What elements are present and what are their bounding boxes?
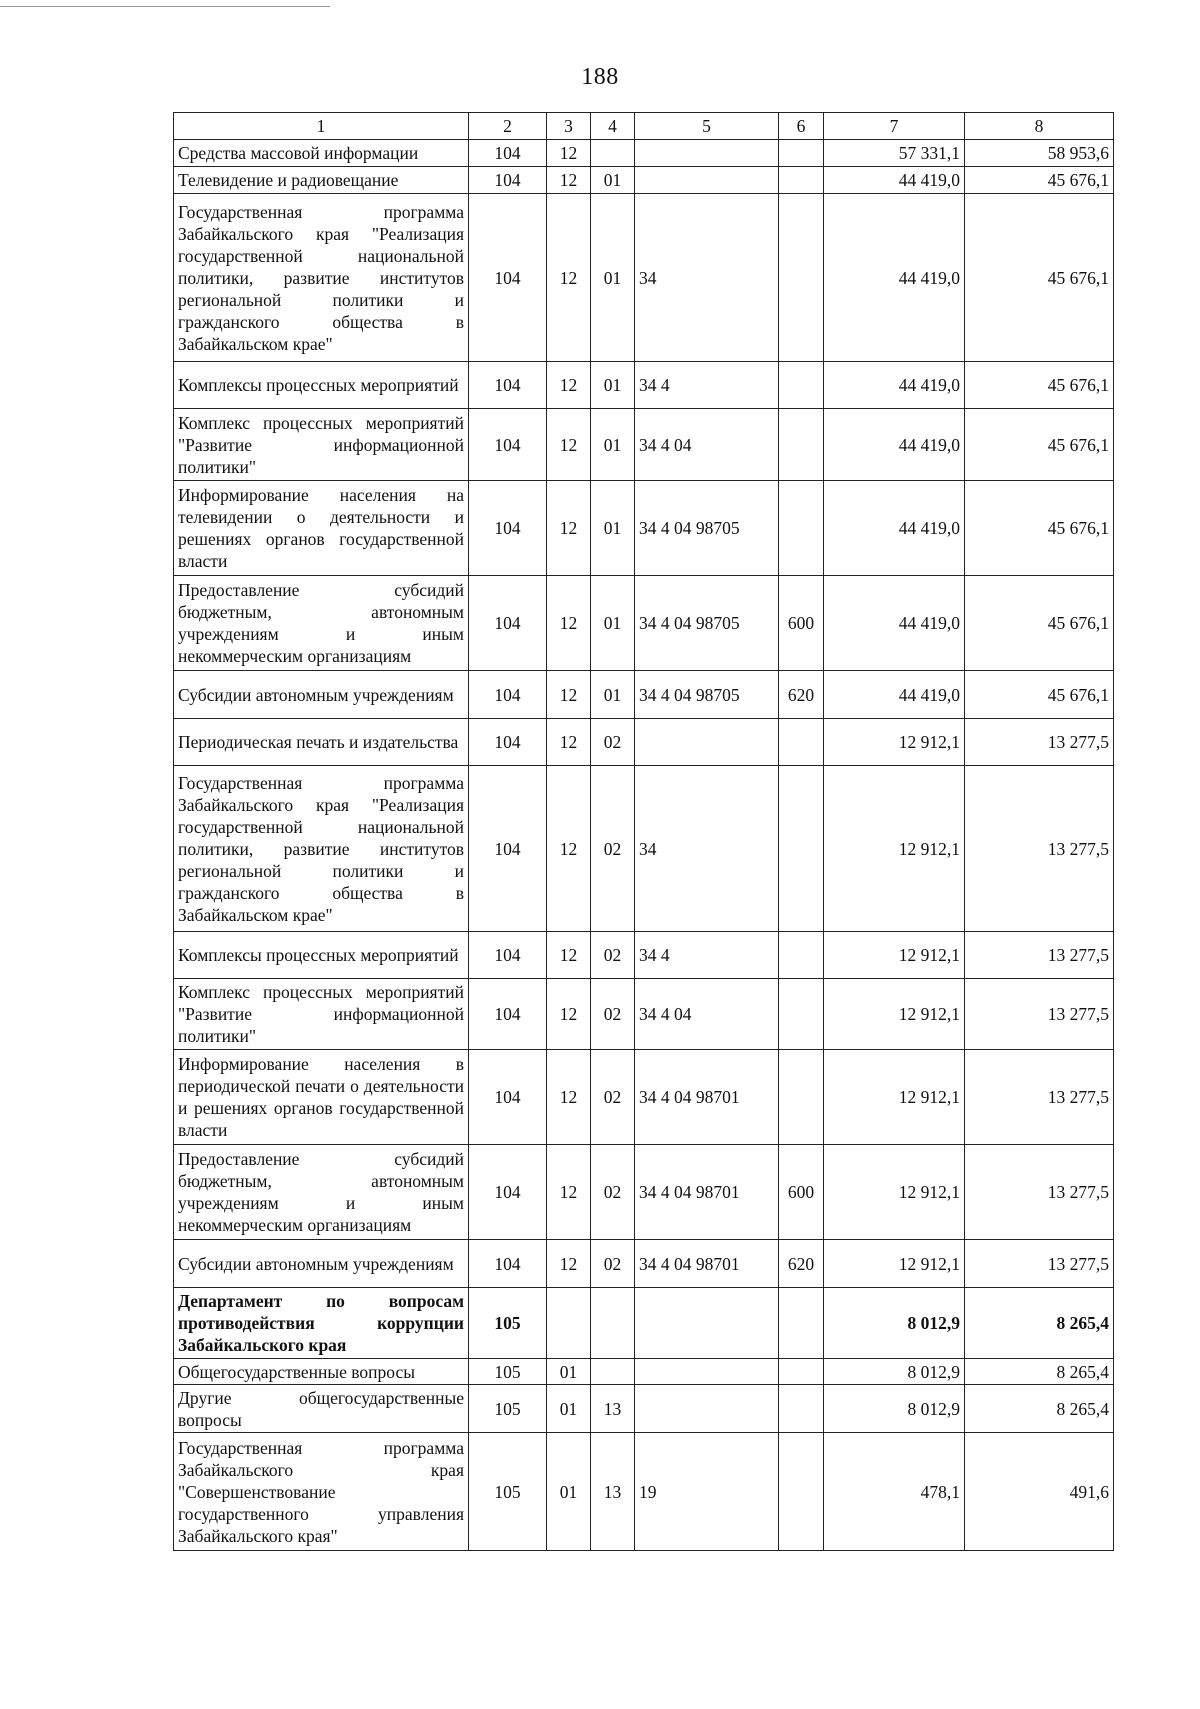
subsection-code: 02	[591, 719, 635, 766]
expense-type-code	[779, 1050, 824, 1145]
ministry-code: 104	[469, 167, 547, 194]
section-code	[547, 1288, 591, 1359]
section-code: 12	[547, 1050, 591, 1145]
top-rule	[0, 6, 330, 7]
expense-type-code: 600	[779, 576, 824, 671]
ministry-code: 104	[469, 576, 547, 671]
expense-type-code	[779, 167, 824, 194]
subsection-code: 02	[591, 1050, 635, 1145]
row-name: Субсидии автономным учреждениям	[174, 1240, 469, 1288]
target-article-code: 34 4 04 98701	[635, 1240, 779, 1288]
column-number: 8	[965, 113, 1114, 140]
target-article-code: 34 4 04 98705	[635, 576, 779, 671]
subsection-code	[591, 140, 635, 167]
amount-col7: 44 419,0	[824, 576, 965, 671]
expense-type-code: 600	[779, 1145, 824, 1240]
expense-type-code	[779, 481, 824, 576]
ministry-code: 104	[469, 932, 547, 979]
subsection-code: 01	[591, 481, 635, 576]
amount-col7: 12 912,1	[824, 1145, 965, 1240]
section-code: 12	[547, 194, 591, 362]
ministry-code: 104	[469, 979, 547, 1050]
ministry-code: 104	[469, 409, 547, 481]
table-row	[174, 1288, 1114, 1359]
section-code: 12	[547, 576, 591, 671]
ministry-code: 104	[469, 719, 547, 766]
target-article-code: 34	[635, 194, 779, 362]
amount-col7: 8 012,9	[824, 1288, 965, 1359]
row-name: Телевидение и радиовещание	[174, 167, 469, 194]
amount-col7: 57 331,1	[824, 140, 965, 167]
subsection-code: 01	[591, 194, 635, 362]
expense-type-code	[779, 409, 824, 481]
amount-col8: 8 265,4	[965, 1288, 1114, 1359]
expense-type-code	[779, 1359, 824, 1385]
table-row	[174, 576, 1114, 671]
target-article-code: 34 4 04	[635, 979, 779, 1050]
subsection-code	[591, 1359, 635, 1385]
amount-col8: 13 277,5	[965, 979, 1114, 1050]
amount-col7: 44 419,0	[824, 194, 965, 362]
subsection-code: 02	[591, 766, 635, 932]
subsection-code: 01	[591, 409, 635, 481]
row-name: Государственная программа Забайкальского края "Реализация государственной национальной политики, развитие институтов региональной политики и гражданского общества в Забайкальском крае"	[174, 194, 469, 362]
table-row	[174, 766, 1114, 932]
table-row	[174, 481, 1114, 576]
table-row	[174, 194, 1114, 362]
target-article-code: 34 4	[635, 932, 779, 979]
section-code: 12	[547, 979, 591, 1050]
amount-col7: 8 012,9	[824, 1385, 965, 1433]
row-name: Информирование населения в периодической печати о деятельности и решениях органов государственной власти	[174, 1050, 469, 1145]
amount-col7: 44 419,0	[824, 671, 965, 719]
table-row	[174, 1240, 1114, 1288]
amount-col8: 45 676,1	[965, 167, 1114, 194]
expense-type-code	[779, 932, 824, 979]
row-name: Другие общегосударственные вопросы	[174, 1385, 469, 1433]
amount-col8: 58 953,6	[965, 140, 1114, 167]
section-code: 01	[547, 1359, 591, 1385]
amount-col7: 12 912,1	[824, 766, 965, 932]
row-name: Комплекс процессных мероприятий "Развитие информационной политики"	[174, 979, 469, 1050]
table-row	[174, 932, 1114, 979]
amount-col8: 8 265,4	[965, 1385, 1114, 1433]
target-article-code: 34	[635, 766, 779, 932]
ministry-code: 104	[469, 1145, 547, 1240]
table-row	[174, 671, 1114, 719]
subsection-code	[591, 1288, 635, 1359]
amount-col8: 13 277,5	[965, 1050, 1114, 1145]
target-article-code: 34 4 04 98705	[635, 481, 779, 576]
subsection-code: 01	[591, 576, 635, 671]
section-code: 01	[547, 1385, 591, 1433]
amount-col8: 13 277,5	[965, 1240, 1114, 1288]
row-name: Предоставление субсидий бюджетным, автономным учреждениям и иным некоммерческим организациям	[174, 1145, 469, 1240]
column-number-row	[174, 113, 1114, 140]
ministry-code: 104	[469, 1050, 547, 1145]
amount-col8: 45 676,1	[965, 362, 1114, 409]
expense-type-code	[779, 140, 824, 167]
section-code: 12	[547, 362, 591, 409]
column-number: 6	[779, 113, 824, 140]
amount-col8: 8 265,4	[965, 1359, 1114, 1385]
ministry-code: 104	[469, 671, 547, 719]
subsection-code: 01	[591, 671, 635, 719]
expense-type-code: 620	[779, 671, 824, 719]
section-code: 12	[547, 140, 591, 167]
row-name: Субсидии автономным учреждениям	[174, 671, 469, 719]
section-code: 12	[547, 932, 591, 979]
row-name: Средства массовой информации	[174, 140, 469, 167]
target-article-code: 19	[635, 1433, 779, 1551]
amount-col8: 13 277,5	[965, 766, 1114, 932]
amount-col8: 45 676,1	[965, 481, 1114, 576]
subsection-code: 01	[591, 362, 635, 409]
row-name: Периодическая печать и издательства	[174, 719, 469, 766]
table-row	[174, 719, 1114, 766]
amount-col7: 478,1	[824, 1433, 965, 1551]
table-row	[174, 1050, 1114, 1145]
expense-type-code	[779, 766, 824, 932]
column-number: 7	[824, 113, 965, 140]
amount-col7: 44 419,0	[824, 362, 965, 409]
target-article-code: 34 4 04	[635, 409, 779, 481]
table-row	[174, 167, 1114, 194]
column-number: 3	[547, 113, 591, 140]
amount-col7: 12 912,1	[824, 1050, 965, 1145]
amount-col7: 12 912,1	[824, 719, 965, 766]
target-article-code: 34 4 04 98701	[635, 1145, 779, 1240]
target-article-code: 34 4	[635, 362, 779, 409]
budget-table	[173, 112, 1114, 1551]
expense-type-code	[779, 1288, 824, 1359]
amount-col8: 45 676,1	[965, 409, 1114, 481]
section-code: 12	[547, 1240, 591, 1288]
row-name: Комплекс процессных мероприятий "Развитие информационной политики"	[174, 409, 469, 481]
row-name: Департамент по вопросам противодействия коррупции Забайкальского края	[174, 1288, 469, 1359]
amount-col7: 12 912,1	[824, 979, 965, 1050]
amount-col8: 13 277,5	[965, 719, 1114, 766]
expense-type-code	[779, 1433, 824, 1551]
ministry-code: 104	[469, 194, 547, 362]
table-row	[174, 1359, 1114, 1385]
amount-col8: 45 676,1	[965, 671, 1114, 719]
expense-type-code	[779, 362, 824, 409]
table-row	[174, 140, 1114, 167]
subsection-code: 02	[591, 932, 635, 979]
table-row	[174, 1145, 1114, 1240]
section-code: 12	[547, 719, 591, 766]
subsection-code: 02	[591, 1145, 635, 1240]
ministry-code: 104	[469, 1240, 547, 1288]
section-code: 12	[547, 766, 591, 932]
ministry-code: 105	[469, 1385, 547, 1433]
table-row	[174, 362, 1114, 409]
table-row	[174, 1433, 1114, 1551]
ministry-code: 104	[469, 766, 547, 932]
section-code: 12	[547, 167, 591, 194]
amount-col7: 8 012,9	[824, 1359, 965, 1385]
row-name: Предоставление субсидий бюджетным, автономным учреждениям и иным некоммерческим организациям	[174, 576, 469, 671]
section-code: 12	[547, 481, 591, 576]
amount-col7: 12 912,1	[824, 1240, 965, 1288]
amount-col7: 12 912,1	[824, 932, 965, 979]
ministry-code: 105	[469, 1359, 547, 1385]
amount-col7: 44 419,0	[824, 409, 965, 481]
target-article-code: 34 4 04 98705	[635, 671, 779, 719]
column-number: 2	[469, 113, 547, 140]
ministry-code: 104	[469, 481, 547, 576]
amount-col8: 13 277,5	[965, 1145, 1114, 1240]
section-code: 12	[547, 409, 591, 481]
target-article-code	[635, 1385, 779, 1433]
ministry-code: 104	[469, 140, 547, 167]
row-name: Общегосударственные вопросы	[174, 1359, 469, 1385]
amount-col7: 44 419,0	[824, 481, 965, 576]
amount-col8: 491,6	[965, 1433, 1114, 1551]
target-article-code	[635, 167, 779, 194]
subsection-code: 02	[591, 979, 635, 1050]
target-article-code	[635, 1359, 779, 1385]
target-article-code	[635, 1288, 779, 1359]
ministry-code: 104	[469, 362, 547, 409]
row-name: Информирование населения на телевидении о деятельности и решениях органов государственной власти	[174, 481, 469, 576]
subsection-code: 02	[591, 1240, 635, 1288]
expense-type-code	[779, 979, 824, 1050]
amount-col8: 45 676,1	[965, 194, 1114, 362]
amount-col8: 45 676,1	[965, 576, 1114, 671]
expense-type-code	[779, 194, 824, 362]
row-name: Комплексы процессных мероприятий	[174, 932, 469, 979]
subsection-code: 13	[591, 1433, 635, 1551]
target-article-code	[635, 140, 779, 167]
table-row	[174, 1385, 1114, 1433]
page-number: 188	[581, 64, 619, 90]
subsection-code: 13	[591, 1385, 635, 1433]
section-code: 12	[547, 1145, 591, 1240]
table-row	[174, 409, 1114, 481]
column-number: 1	[174, 113, 469, 140]
row-name: Комплексы процессных мероприятий	[174, 362, 469, 409]
target-article-code	[635, 719, 779, 766]
section-code: 01	[547, 1433, 591, 1551]
amount-col8: 13 277,5	[965, 932, 1114, 979]
column-number: 4	[591, 113, 635, 140]
expense-type-code: 620	[779, 1240, 824, 1288]
row-name: Государственная программа Забайкальского края "Совершенствование государственного управления Забайкальского края"	[174, 1433, 469, 1551]
target-article-code: 34 4 04 98701	[635, 1050, 779, 1145]
subsection-code: 01	[591, 167, 635, 194]
expense-type-code	[779, 719, 824, 766]
column-number: 5	[635, 113, 779, 140]
table-row	[174, 979, 1114, 1050]
section-code: 12	[547, 671, 591, 719]
expense-type-code	[779, 1385, 824, 1433]
amount-col7: 44 419,0	[824, 167, 965, 194]
ministry-code: 105	[469, 1433, 547, 1551]
ministry-code: 105	[469, 1288, 547, 1359]
row-name: Государственная программа Забайкальского края "Реализация государственной национальной политики, развитие институтов региональной политики и гражданского общества в Забайкальском крае"	[174, 766, 469, 932]
